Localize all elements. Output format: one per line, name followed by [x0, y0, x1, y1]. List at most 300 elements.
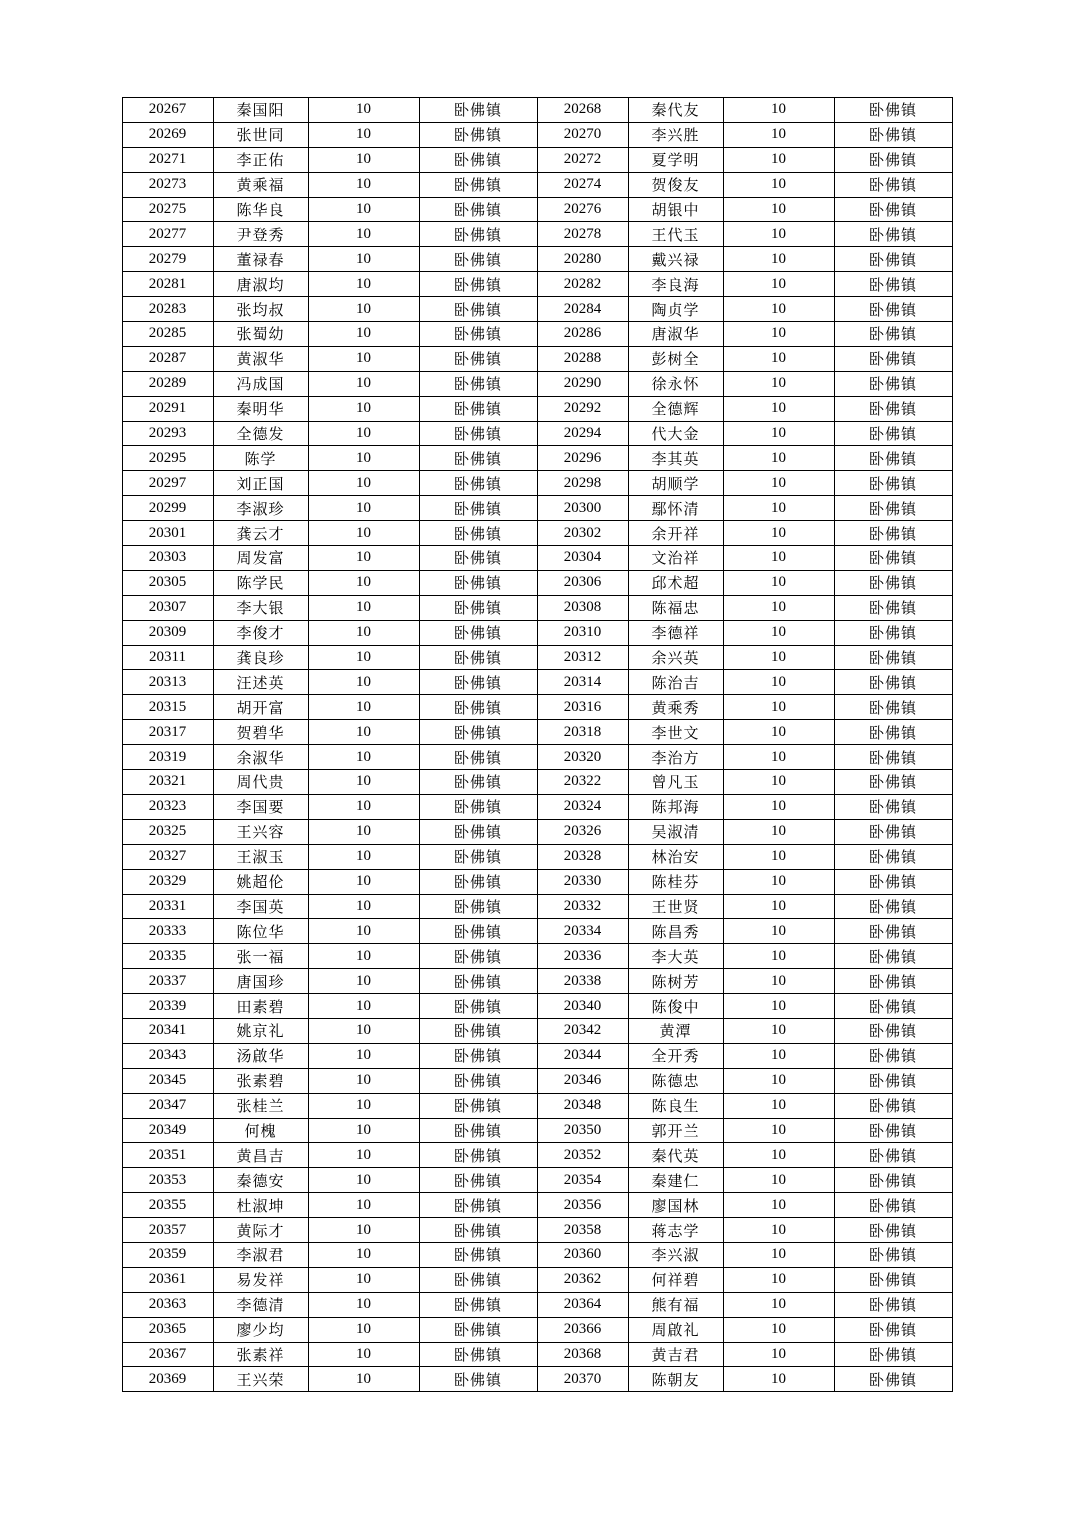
- cell-amount: 10: [308, 1367, 419, 1392]
- cell-amount: 10: [308, 272, 419, 297]
- cell-amount: 10: [308, 770, 419, 795]
- cell-town: 卧佛镇: [419, 1018, 537, 1043]
- cell-name: 龚良珍: [213, 645, 308, 670]
- cell-town: 卧佛镇: [834, 421, 952, 446]
- cell-name: 陈朝友: [628, 1367, 723, 1392]
- cell-name: 余兴英: [628, 645, 723, 670]
- cell-amount: 10: [308, 1292, 419, 1317]
- cell-town: 卧佛镇: [419, 272, 537, 297]
- cell-id: 20279: [122, 247, 213, 272]
- cell-id: 20343: [122, 1043, 213, 1068]
- cell-town: 卧佛镇: [419, 1317, 537, 1342]
- cell-name: 黄吉君: [628, 1342, 723, 1367]
- cell-amount: 10: [723, 1193, 834, 1218]
- cell-name: 贺碧华: [213, 720, 308, 745]
- cell-id: 20349: [122, 1118, 213, 1143]
- cell-id: 20269: [122, 122, 213, 147]
- cell-amount: 10: [723, 122, 834, 147]
- cell-id: 20341: [122, 1018, 213, 1043]
- cell-amount: 10: [723, 1292, 834, 1317]
- table-row: [122, 944, 952, 969]
- cell-amount: 10: [723, 944, 834, 969]
- cell-name: 唐国珍: [213, 969, 308, 994]
- table-row: [122, 471, 952, 496]
- cell-amount: 10: [723, 720, 834, 745]
- cell-town: 卧佛镇: [834, 496, 952, 521]
- cell-town: 卧佛镇: [834, 919, 952, 944]
- cell-amount: 10: [723, 794, 834, 819]
- cell-id: 20295: [122, 446, 213, 471]
- cell-name: 陈俊中: [628, 994, 723, 1019]
- cell-name: 余开祥: [628, 521, 723, 546]
- cell-name: 李德祥: [628, 620, 723, 645]
- cell-town: 卧佛镇: [419, 1342, 537, 1367]
- cell-name: 张素碧: [213, 1068, 308, 1093]
- cell-id: 20315: [122, 695, 213, 720]
- table-row: [122, 745, 952, 770]
- table-row: [122, 421, 952, 446]
- cell-town: 卧佛镇: [834, 794, 952, 819]
- cell-name: 陈邦海: [628, 794, 723, 819]
- cell-town: 卧佛镇: [834, 819, 952, 844]
- cell-name: 何槐: [213, 1118, 308, 1143]
- cell-town: 卧佛镇: [419, 1068, 537, 1093]
- table-row: [122, 819, 952, 844]
- cell-amount: 10: [308, 446, 419, 471]
- cell-town: 卧佛镇: [834, 546, 952, 571]
- cell-amount: 10: [723, 496, 834, 521]
- cell-id: 20285: [122, 322, 213, 347]
- cell-town: 卧佛镇: [419, 770, 537, 795]
- cell-name: 曾凡玉: [628, 770, 723, 795]
- table-row: [122, 521, 952, 546]
- cell-name: 陈学民: [213, 570, 308, 595]
- cell-id: 20356: [537, 1193, 628, 1218]
- cell-town: 卧佛镇: [834, 1093, 952, 1118]
- table-row: [122, 994, 952, 1019]
- cell-name: 吴淑清: [628, 819, 723, 844]
- cell-id: 20348: [537, 1093, 628, 1118]
- cell-name: 陈德忠: [628, 1068, 723, 1093]
- cell-town: 卧佛镇: [834, 869, 952, 894]
- cell-name: 汪述英: [213, 670, 308, 695]
- cell-id: 20298: [537, 471, 628, 496]
- cell-id: 20318: [537, 720, 628, 745]
- cell-name: 熊有福: [628, 1292, 723, 1317]
- cell-name: 李国英: [213, 894, 308, 919]
- cell-town: 卧佛镇: [834, 1367, 952, 1392]
- cell-id: 20284: [537, 297, 628, 322]
- cell-id: 20342: [537, 1018, 628, 1043]
- cell-name: 冯成国: [213, 371, 308, 396]
- cell-town: 卧佛镇: [834, 894, 952, 919]
- cell-name: 全开秀: [628, 1043, 723, 1068]
- cell-name: 李德清: [213, 1292, 308, 1317]
- cell-town: 卧佛镇: [419, 322, 537, 347]
- cell-town: 卧佛镇: [834, 197, 952, 222]
- cell-name: 李俊才: [213, 620, 308, 645]
- cell-amount: 10: [723, 595, 834, 620]
- cell-id: 20304: [537, 546, 628, 571]
- cell-id: 20334: [537, 919, 628, 944]
- cell-id: 20290: [537, 371, 628, 396]
- table-row: [122, 322, 952, 347]
- cell-amount: 10: [723, 894, 834, 919]
- cell-amount: 10: [723, 247, 834, 272]
- cell-name: 文治祥: [628, 546, 723, 571]
- cell-id: 20270: [537, 122, 628, 147]
- cell-id: 20280: [537, 247, 628, 272]
- cell-town: 卧佛镇: [834, 147, 952, 172]
- table-row: [122, 1342, 952, 1367]
- cell-town: 卧佛镇: [834, 122, 952, 147]
- cell-amount: 10: [308, 1317, 419, 1342]
- cell-town: 卧佛镇: [419, 969, 537, 994]
- cell-name: 李治方: [628, 745, 723, 770]
- cell-amount: 10: [723, 819, 834, 844]
- cell-amount: 10: [723, 1118, 834, 1143]
- cell-town: 卧佛镇: [419, 1267, 537, 1292]
- cell-id: 20316: [537, 695, 628, 720]
- cell-amount: 10: [723, 521, 834, 546]
- cell-amount: 10: [723, 1317, 834, 1342]
- cell-town: 卧佛镇: [419, 1143, 537, 1168]
- cell-town: 卧佛镇: [419, 645, 537, 670]
- cell-amount: 10: [723, 272, 834, 297]
- table-row: [122, 645, 952, 670]
- cell-id: 20365: [122, 1317, 213, 1342]
- cell-id: 20292: [537, 396, 628, 421]
- cell-name: 黄淑华: [213, 346, 308, 371]
- cell-id: 20361: [122, 1267, 213, 1292]
- cell-id: 20296: [537, 446, 628, 471]
- cell-name: 陈福忠: [628, 595, 723, 620]
- table-row: [122, 247, 952, 272]
- cell-name: 秦建仁: [628, 1168, 723, 1193]
- cell-id: 20301: [122, 521, 213, 546]
- cell-id: 20297: [122, 471, 213, 496]
- cell-amount: 10: [308, 994, 419, 1019]
- cell-town: 卧佛镇: [834, 1242, 952, 1267]
- cell-id: 20306: [537, 570, 628, 595]
- cell-town: 卧佛镇: [834, 1018, 952, 1043]
- table-row: [122, 720, 952, 745]
- table-row: [122, 1068, 952, 1093]
- cell-town: 卧佛镇: [419, 172, 537, 197]
- table-row: [122, 919, 952, 944]
- cell-id: 20344: [537, 1043, 628, 1068]
- cell-name: 姚超伦: [213, 869, 308, 894]
- cell-id: 20370: [537, 1367, 628, 1392]
- cell-id: 20273: [122, 172, 213, 197]
- cell-amount: 10: [723, 98, 834, 123]
- cell-name: 陈昌秀: [628, 919, 723, 944]
- cell-town: 卧佛镇: [834, 247, 952, 272]
- table-row: [122, 222, 952, 247]
- cell-id: 20322: [537, 770, 628, 795]
- cell-amount: 10: [308, 521, 419, 546]
- cell-name: 刘正国: [213, 471, 308, 496]
- cell-id: 20275: [122, 197, 213, 222]
- cell-town: 卧佛镇: [419, 147, 537, 172]
- cell-id: 20339: [122, 994, 213, 1019]
- cell-name: 李淑珍: [213, 496, 308, 521]
- cell-name: 汤啟华: [213, 1043, 308, 1068]
- cell-amount: 10: [308, 1043, 419, 1068]
- cell-name: 蒋志学: [628, 1218, 723, 1243]
- cell-name: 陈学: [213, 446, 308, 471]
- cell-amount: 10: [723, 1242, 834, 1267]
- cell-id: 20364: [537, 1292, 628, 1317]
- cell-town: 卧佛镇: [419, 371, 537, 396]
- cell-amount: 10: [308, 570, 419, 595]
- cell-id: 20286: [537, 322, 628, 347]
- cell-amount: 10: [723, 994, 834, 1019]
- cell-id: 20289: [122, 371, 213, 396]
- cell-amount: 10: [308, 794, 419, 819]
- cell-amount: 10: [308, 844, 419, 869]
- cell-amount: 10: [723, 322, 834, 347]
- roster-table: [122, 97, 953, 1392]
- cell-town: 卧佛镇: [419, 794, 537, 819]
- cell-id: 20291: [122, 396, 213, 421]
- cell-name: 董禄春: [213, 247, 308, 272]
- cell-id: 20367: [122, 1342, 213, 1367]
- cell-id: 20267: [122, 98, 213, 123]
- cell-town: 卧佛镇: [419, 994, 537, 1019]
- cell-id: 20360: [537, 1242, 628, 1267]
- cell-town: 卧佛镇: [834, 1317, 952, 1342]
- cell-id: 20338: [537, 969, 628, 994]
- cell-name: 胡顺学: [628, 471, 723, 496]
- cell-amount: 10: [308, 869, 419, 894]
- cell-amount: 10: [723, 197, 834, 222]
- table-row: [122, 396, 952, 421]
- cell-id: 20281: [122, 272, 213, 297]
- table-row: [122, 1267, 952, 1292]
- cell-id: 20300: [537, 496, 628, 521]
- cell-town: 卧佛镇: [419, 1193, 537, 1218]
- cell-id: 20329: [122, 869, 213, 894]
- cell-amount: 10: [308, 1118, 419, 1143]
- cell-name: 田素碧: [213, 994, 308, 1019]
- cell-id: 20350: [537, 1118, 628, 1143]
- cell-name: 张桂兰: [213, 1093, 308, 1118]
- cell-amount: 10: [723, 695, 834, 720]
- cell-id: 20328: [537, 844, 628, 869]
- cell-id: 20352: [537, 1143, 628, 1168]
- cell-name: 黄际才: [213, 1218, 308, 1243]
- cell-town: 卧佛镇: [419, 720, 537, 745]
- cell-amount: 10: [723, 172, 834, 197]
- cell-name: 贺俊友: [628, 172, 723, 197]
- cell-town: 卧佛镇: [419, 222, 537, 247]
- cell-name: 张世同: [213, 122, 308, 147]
- table-row: [122, 1093, 952, 1118]
- cell-amount: 10: [308, 720, 419, 745]
- cell-id: 20368: [537, 1342, 628, 1367]
- cell-amount: 10: [723, 222, 834, 247]
- cell-id: 20321: [122, 770, 213, 795]
- cell-id: 20332: [537, 894, 628, 919]
- cell-amount: 10: [723, 570, 834, 595]
- cell-id: 20324: [537, 794, 628, 819]
- cell-name: 王兴容: [213, 819, 308, 844]
- cell-id: 20319: [122, 745, 213, 770]
- cell-town: 卧佛镇: [834, 1143, 952, 1168]
- cell-amount: 10: [308, 147, 419, 172]
- cell-id: 20307: [122, 595, 213, 620]
- cell-id: 20278: [537, 222, 628, 247]
- cell-town: 卧佛镇: [834, 1218, 952, 1243]
- table-row: [122, 1043, 952, 1068]
- cell-amount: 10: [308, 247, 419, 272]
- table-row: [122, 346, 952, 371]
- cell-amount: 10: [723, 745, 834, 770]
- cell-amount: 10: [723, 1093, 834, 1118]
- table-row: [122, 172, 952, 197]
- cell-town: 卧佛镇: [834, 1118, 952, 1143]
- cell-town: 卧佛镇: [834, 297, 952, 322]
- cell-name: 林治安: [628, 844, 723, 869]
- cell-town: 卧佛镇: [419, 1118, 537, 1143]
- cell-town: 卧佛镇: [834, 371, 952, 396]
- cell-amount: 10: [308, 1242, 419, 1267]
- cell-town: 卧佛镇: [834, 770, 952, 795]
- cell-name: 李大英: [628, 944, 723, 969]
- cell-amount: 10: [723, 546, 834, 571]
- cell-town: 卧佛镇: [834, 844, 952, 869]
- cell-amount: 10: [723, 297, 834, 322]
- cell-town: 卧佛镇: [419, 595, 537, 620]
- cell-id: 20351: [122, 1143, 213, 1168]
- cell-town: 卧佛镇: [834, 521, 952, 546]
- table-row: [122, 1317, 952, 1342]
- cell-id: 20282: [537, 272, 628, 297]
- table-row: [122, 869, 952, 894]
- cell-town: 卧佛镇: [419, 346, 537, 371]
- cell-amount: 10: [723, 1018, 834, 1043]
- cell-id: 20330: [537, 869, 628, 894]
- cell-amount: 10: [308, 894, 419, 919]
- cell-name: 全德发: [213, 421, 308, 446]
- table-row: [122, 1168, 952, 1193]
- table-row: [122, 272, 952, 297]
- cell-amount: 10: [308, 1093, 419, 1118]
- cell-name: 余淑华: [213, 745, 308, 770]
- cell-id: 20310: [537, 620, 628, 645]
- cell-name: 李大银: [213, 595, 308, 620]
- cell-name: 徐永怀: [628, 371, 723, 396]
- cell-id: 20354: [537, 1168, 628, 1193]
- cell-name: 黄乘福: [213, 172, 308, 197]
- cell-town: 卧佛镇: [834, 745, 952, 770]
- cell-town: 卧佛镇: [419, 1292, 537, 1317]
- cell-amount: 10: [723, 1168, 834, 1193]
- cell-town: 卧佛镇: [419, 396, 537, 421]
- cell-town: 卧佛镇: [834, 944, 952, 969]
- cell-name: 黄乘秀: [628, 695, 723, 720]
- cell-town: 卧佛镇: [834, 396, 952, 421]
- table-row: [122, 446, 952, 471]
- cell-name: 李兴胜: [628, 122, 723, 147]
- cell-name: 李兴淑: [628, 1242, 723, 1267]
- cell-amount: 10: [723, 371, 834, 396]
- cell-name: 夏学明: [628, 147, 723, 172]
- cell-name: 陈树芳: [628, 969, 723, 994]
- table-body: [122, 98, 952, 1392]
- cell-town: 卧佛镇: [419, 521, 537, 546]
- cell-name: 唐淑均: [213, 272, 308, 297]
- cell-amount: 10: [308, 197, 419, 222]
- cell-amount: 10: [723, 396, 834, 421]
- cell-name: 鄢怀清: [628, 496, 723, 521]
- table-row: [122, 1218, 952, 1243]
- cell-town: 卧佛镇: [834, 620, 952, 645]
- cell-id: 20303: [122, 546, 213, 571]
- cell-id: 20323: [122, 794, 213, 819]
- cell-id: 20287: [122, 346, 213, 371]
- cell-name: 陈华良: [213, 197, 308, 222]
- cell-town: 卧佛镇: [834, 695, 952, 720]
- cell-amount: 10: [308, 919, 419, 944]
- cell-id: 20355: [122, 1193, 213, 1218]
- cell-id: 20362: [537, 1267, 628, 1292]
- cell-name: 秦德安: [213, 1168, 308, 1193]
- cell-amount: 10: [308, 346, 419, 371]
- cell-town: 卧佛镇: [419, 819, 537, 844]
- cell-amount: 10: [308, 1018, 419, 1043]
- cell-amount: 10: [308, 645, 419, 670]
- cell-town: 卧佛镇: [834, 994, 952, 1019]
- cell-town: 卧佛镇: [834, 1043, 952, 1068]
- cell-id: 20317: [122, 720, 213, 745]
- cell-amount: 10: [723, 869, 834, 894]
- cell-name: 李正佑: [213, 147, 308, 172]
- cell-name: 廖国林: [628, 1193, 723, 1218]
- cell-id: 20358: [537, 1218, 628, 1243]
- cell-amount: 10: [308, 496, 419, 521]
- cell-town: 卧佛镇: [419, 670, 537, 695]
- cell-town: 卧佛镇: [834, 471, 952, 496]
- cell-town: 卧佛镇: [419, 745, 537, 770]
- cell-amount: 10: [308, 595, 419, 620]
- cell-amount: 10: [308, 122, 419, 147]
- cell-name: 秦国阳: [213, 98, 308, 123]
- table-row: [122, 1242, 952, 1267]
- table-row: [122, 570, 952, 595]
- cell-amount: 10: [723, 346, 834, 371]
- cell-amount: 10: [723, 670, 834, 695]
- cell-amount: 10: [723, 1218, 834, 1243]
- cell-town: 卧佛镇: [419, 197, 537, 222]
- table-row: [122, 98, 952, 123]
- cell-town: 卧佛镇: [419, 570, 537, 595]
- cell-id: 20294: [537, 421, 628, 446]
- cell-id: 20340: [537, 994, 628, 1019]
- cell-name: 黄潭: [628, 1018, 723, 1043]
- cell-amount: 10: [308, 297, 419, 322]
- cell-town: 卧佛镇: [834, 969, 952, 994]
- cell-town: 卧佛镇: [419, 1367, 537, 1392]
- table-row: [122, 1292, 952, 1317]
- cell-town: 卧佛镇: [834, 570, 952, 595]
- cell-id: 20305: [122, 570, 213, 595]
- table-row: [122, 546, 952, 571]
- cell-name: 代大金: [628, 421, 723, 446]
- cell-amount: 10: [308, 1342, 419, 1367]
- table-row: [122, 670, 952, 695]
